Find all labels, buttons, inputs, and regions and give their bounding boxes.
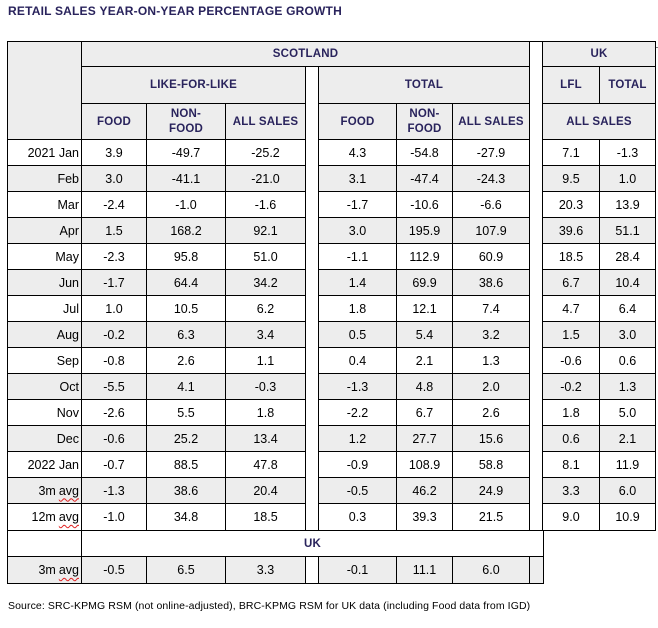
cell-total-allsales: 58.8 (453, 452, 530, 478)
cell-total-allsales: 6.0 (453, 557, 530, 583)
cell-uk-total: 28.4 (600, 244, 655, 270)
cell-uk-lfl: 8.1 (543, 452, 600, 478)
spacer-cell (306, 104, 319, 140)
uk-header: UK (543, 42, 655, 67)
title-bold: YEAR-ON-YEAR (99, 4, 195, 18)
uk-3m-table (7, 531, 544, 584)
cell-total-nonfood: 46.2 (397, 478, 453, 504)
cell-lfl-nonfood: 88.5 (147, 452, 226, 478)
cell-total-allsales: -27.9 (453, 140, 530, 166)
table-row (8, 218, 655, 244)
cell-lfl-allsales: 13.4 (226, 426, 306, 452)
cell-total-food: -2.2 (319, 400, 397, 426)
row-label-text: Aug (56, 327, 79, 342)
uk-allsales-header: ALL SALES (543, 104, 655, 140)
row-label-text: Jun (58, 275, 79, 290)
cell-lfl-nonfood: 34.8 (147, 504, 226, 530)
table-row (8, 192, 655, 218)
cell-total-allsales: 24.9 (453, 478, 530, 504)
row-label-text: 3m (38, 483, 56, 498)
header-row-measures (8, 67, 655, 104)
cell-total-nonfood: 5.4 (397, 322, 453, 348)
row-label (8, 166, 82, 192)
spacer-cell (530, 478, 543, 504)
cell-total-food: 3.0 (319, 218, 397, 244)
cell-lfl-allsales: 47.8 (226, 452, 306, 478)
cell-total-allsales: -6.6 (453, 192, 530, 218)
cell-lfl-allsales: -25.2 (226, 140, 306, 166)
spacer-cell (306, 478, 319, 504)
spacer-cell-shaded (530, 557, 543, 583)
cell-total-food: -1.7 (319, 192, 397, 218)
cell-total-nonfood: 39.3 (397, 504, 453, 530)
spacer-cell (530, 218, 543, 244)
cell-total-food: -0.1 (319, 557, 397, 583)
cell-total-food: 0.3 (319, 504, 397, 530)
cell-lfl-nonfood: 5.5 (147, 400, 226, 426)
table-body (8, 140, 655, 530)
row-label (8, 270, 82, 296)
table-row (8, 504, 655, 530)
corner-cell (8, 104, 82, 140)
retail-sales-table (7, 41, 656, 531)
cell-uk-total: -1.3 (600, 140, 655, 166)
table-row (8, 270, 655, 296)
corner-cell (8, 67, 82, 104)
cell-uk-lfl: 9.5 (543, 166, 600, 192)
cell-lfl-food: 3.0 (82, 166, 147, 192)
cell-uk-lfl: 0.6 (543, 426, 600, 452)
cell-lfl-nonfood: 4.1 (147, 374, 226, 400)
total-header: TOTAL (319, 67, 530, 104)
row-label-misspelled: avg (58, 510, 79, 524)
spacer-cell (530, 104, 543, 140)
cell-uk-total: 6.4 (600, 296, 655, 322)
cell-total-allsales: 15.6 (453, 426, 530, 452)
lfl-allsales-header: ALL SALES (226, 104, 306, 140)
cell-total-allsales: 3.2 (453, 322, 530, 348)
spacer-cell (306, 348, 319, 374)
cell-lfl-food: 1.0 (82, 296, 147, 322)
spacer-cell (530, 348, 543, 374)
cell-lfl-nonfood: 25.2 (147, 426, 226, 452)
table-row (8, 140, 655, 166)
cell-total-allsales: 107.9 (453, 218, 530, 244)
spacer-cell (306, 192, 319, 218)
cell-lfl-allsales: 51.0 (226, 244, 306, 270)
cell-total-food: 1.4 (319, 270, 397, 296)
cell-uk-total: 10.9 (600, 504, 655, 530)
row-label-text: Apr (59, 223, 79, 238)
cell-total-allsales: 7.4 (453, 296, 530, 322)
row-label (8, 296, 82, 322)
cell-lfl-food: -2.4 (82, 192, 147, 218)
cell-lfl-food: -2.3 (82, 244, 147, 270)
page-title (8, 4, 342, 18)
table-row (8, 452, 655, 478)
cell-lfl-nonfood: -41.1 (147, 166, 226, 192)
cell-lfl-allsales: 3.4 (226, 322, 306, 348)
cell-total-food: -0.5 (319, 478, 397, 504)
spacer-cell (306, 166, 319, 192)
row-label (8, 348, 82, 374)
cell-lfl-allsales: 92.1 (226, 218, 306, 244)
total-nonfood-label: NON-FOOD (407, 108, 442, 135)
cell-total-nonfood: 112.9 (397, 244, 453, 270)
spacer-cell (530, 426, 543, 452)
row-label (8, 322, 82, 348)
lfl-nonfood-header (147, 104, 226, 140)
lfl-food-header: FOOD (82, 104, 147, 140)
header-row-regions (8, 42, 655, 67)
source-note: Source: SRC-KPMG RSM (not online-adjusted), BRC-KPMG RSM for UK data (including Food data from IGD) (8, 600, 531, 612)
cell-total-food: 1.8 (319, 296, 397, 322)
cell-total-food: -0.9 (319, 452, 397, 478)
row-label-text: 3m (38, 563, 56, 577)
cell-total-nonfood: -54.8 (397, 140, 453, 166)
spacer-cell (306, 67, 319, 104)
spacer-cell (306, 296, 319, 322)
cell-total-food: 0.5 (319, 322, 397, 348)
table-row (8, 322, 655, 348)
cell-lfl-nonfood: 6.3 (147, 322, 226, 348)
spacer-cell (530, 400, 543, 426)
cell-lfl-nonfood: 64.4 (147, 270, 226, 296)
row-label-text: Feb (57, 171, 79, 186)
cell-uk-lfl: -0.2 (543, 374, 600, 400)
row-label (8, 374, 82, 400)
cell-total-nonfood: 4.8 (397, 374, 453, 400)
cell-uk-total: 2.1 (600, 426, 655, 452)
cell-lfl-allsales: 1.1 (226, 348, 306, 374)
row-label-text: 12m (31, 510, 56, 524)
total-allsales-header: ALL SALES (453, 104, 530, 140)
cell-total-food: 3.1 (319, 166, 397, 192)
cell-uk-total: 5.0 (600, 400, 655, 426)
table-row (8, 478, 655, 504)
cell-total-nonfood: -10.6 (397, 192, 453, 218)
cell-uk-lfl: 1.5 (543, 322, 600, 348)
spacer-cell (306, 400, 319, 426)
cell-lfl-food: 3.9 (82, 140, 147, 166)
spacer-cell (306, 374, 319, 400)
row-label-text: Jul (63, 301, 79, 316)
row-label-text: 2021 Jan (27, 145, 79, 160)
cell-uk-total: 11.9 (600, 452, 655, 478)
spacer-cell (530, 192, 543, 218)
cell-lfl-food: -0.6 (82, 426, 147, 452)
spacer-cell (530, 140, 543, 166)
row-label-text: Nov (56, 405, 79, 420)
row-label-text: Oct (59, 379, 79, 394)
cell-total-nonfood: 11.1 (397, 557, 453, 583)
row-label (8, 452, 82, 478)
spacer-cell (306, 557, 319, 583)
cell-uk-total: 10.4 (600, 270, 655, 296)
cell-lfl-food: -1.0 (82, 504, 147, 530)
row-label-text: Mar (57, 197, 79, 212)
table-row (8, 400, 655, 426)
cell-uk-total: 6.0 (600, 478, 655, 504)
corner-cell (8, 42, 82, 67)
cell-uk-lfl: 18.5 (543, 244, 600, 270)
cell-uk-lfl: -0.6 (543, 348, 600, 374)
table-row (8, 166, 655, 192)
row-label-text: 2022 Jan (27, 457, 79, 472)
cell-lfl-allsales: 6.2 (226, 296, 306, 322)
cell-lfl-nonfood: -1.0 (147, 192, 226, 218)
cell-uk-lfl: 20.3 (543, 192, 600, 218)
cell-total-nonfood: 6.7 (397, 400, 453, 426)
spacer-cell (306, 452, 319, 478)
cell-uk-lfl: 4.7 (543, 296, 600, 322)
table-row (8, 244, 655, 270)
row-label-text: Dec (56, 431, 79, 446)
cell-lfl-food: -0.2 (82, 322, 147, 348)
spacer-cell (530, 452, 543, 478)
cell-total-nonfood: 27.7 (397, 426, 453, 452)
cell-uk-lfl: 9.0 (543, 504, 600, 530)
total-food-header: FOOD (319, 104, 397, 140)
lfl-nonfood-label: NON-FOOD (168, 108, 204, 135)
cell-lfl-nonfood: 168.2 (147, 218, 226, 244)
like-for-like-header: LIKE-FOR-LIKE (82, 67, 306, 104)
cell-lfl-nonfood: 10.5 (147, 296, 226, 322)
cell-total-allsales: 1.3 (453, 348, 530, 374)
cell-total-food: -1.1 (319, 244, 397, 270)
cell-total-nonfood: 108.9 (397, 452, 453, 478)
spacer-cell (306, 426, 319, 452)
cell-total-nonfood: 2.1 (397, 348, 453, 374)
table-row (8, 426, 655, 452)
cell-uk-total: 1.0 (600, 166, 655, 192)
row-label (8, 140, 82, 166)
cell-total-nonfood: 69.9 (397, 270, 453, 296)
uk-section-header-row (8, 531, 543, 557)
cell-lfl-allsales: -21.0 (226, 166, 306, 192)
uk-section-corner-cell (8, 531, 82, 557)
spacer-cell (530, 322, 543, 348)
cell-lfl-nonfood: 2.6 (147, 348, 226, 374)
spacer-cell (530, 67, 543, 104)
uk-total-header: TOTAL (600, 67, 655, 104)
cell-uk-lfl: 3.3 (543, 478, 600, 504)
row-label (8, 557, 82, 583)
spacer-cell (530, 42, 543, 67)
title-suffix: PERCENTAGE GROWTH (194, 4, 342, 18)
cell-total-food: 0.4 (319, 348, 397, 374)
cell-lfl-allsales: 34.2 (226, 270, 306, 296)
cell-uk-total: 0.6 (600, 348, 655, 374)
cell-uk-lfl: 1.8 (543, 400, 600, 426)
cell-lfl-food: -0.7 (82, 452, 147, 478)
cell-total-food: 1.2 (319, 426, 397, 452)
uk-section-header: UK (82, 531, 543, 557)
cell-total-allsales: -24.3 (453, 166, 530, 192)
row-label (8, 504, 82, 530)
cell-uk-lfl: 7.1 (543, 140, 600, 166)
spacer-cell (306, 218, 319, 244)
cell-uk-total: 1.3 (600, 374, 655, 400)
cell-total-nonfood: 195.9 (397, 218, 453, 244)
cell-lfl-food: -0.5 (82, 557, 147, 583)
cell-total-allsales: 38.6 (453, 270, 530, 296)
table-row (8, 296, 655, 322)
row-label (8, 244, 82, 270)
cell-lfl-food: -0.8 (82, 348, 147, 374)
cell-total-allsales: 2.6 (453, 400, 530, 426)
title-prefix: RETAIL SALES (8, 4, 100, 18)
table-row (8, 348, 655, 374)
spacer-cell (306, 322, 319, 348)
row-label (8, 426, 82, 452)
cell-lfl-food: 1.5 (82, 218, 147, 244)
spacer-cell (306, 244, 319, 270)
cell-uk-total: 3.0 (600, 322, 655, 348)
cell-lfl-allsales: 18.5 (226, 504, 306, 530)
spacer-cell (530, 296, 543, 322)
spacer-cell (306, 504, 319, 530)
cell-total-food: 4.3 (319, 140, 397, 166)
spacer-cell (530, 270, 543, 296)
cell-uk-lfl: 39.6 (543, 218, 600, 244)
scotland-header: SCOTLAND (82, 42, 530, 67)
row-label-text: Sep (56, 353, 79, 368)
spacer-cell (530, 244, 543, 270)
cell-total-nonfood: 12.1 (397, 296, 453, 322)
cell-uk-lfl: 6.7 (543, 270, 600, 296)
cell-lfl-nonfood: -49.7 (147, 140, 226, 166)
cell-lfl-food: -1.3 (82, 478, 147, 504)
row-label-misspelled: avg (58, 483, 79, 498)
spacer-cell (530, 374, 543, 400)
uk-3m-avg-row (8, 557, 543, 583)
cell-lfl-allsales: 20.4 (226, 478, 306, 504)
cell-uk-total: 51.1 (600, 218, 655, 244)
cell-lfl-allsales: -0.3 (226, 374, 306, 400)
table-row (8, 374, 655, 400)
cell-lfl-food: -2.6 (82, 400, 147, 426)
row-label-text: May (55, 249, 79, 264)
row-label (8, 400, 82, 426)
spacer-cell (306, 140, 319, 166)
cell-total-nonfood: -47.4 (397, 166, 453, 192)
cell-lfl-nonfood: 95.8 (147, 244, 226, 270)
cell-total-food: -1.3 (319, 374, 397, 400)
cell-uk-total: 13.9 (600, 192, 655, 218)
spacer-cell (306, 270, 319, 296)
row-label (8, 192, 82, 218)
row-label-misspelled: avg (58, 563, 79, 577)
row-label (8, 218, 82, 244)
cell-lfl-allsales: 3.3 (226, 557, 306, 583)
uk-lfl-header: LFL (543, 67, 600, 104)
cell-lfl-nonfood: 38.6 (147, 478, 226, 504)
cell-total-allsales: 60.9 (453, 244, 530, 270)
spacer-cell (530, 504, 543, 530)
spacer-cell (530, 166, 543, 192)
cell-lfl-allsales: -1.6 (226, 192, 306, 218)
cell-total-allsales: 2.0 (453, 374, 530, 400)
header-row-categories (8, 104, 655, 140)
row-label (8, 478, 82, 504)
cell-lfl-nonfood: 6.5 (147, 557, 226, 583)
cell-lfl-food: -5.5 (82, 374, 147, 400)
cell-lfl-food: -1.7 (82, 270, 147, 296)
cell-lfl-allsales: 1.8 (226, 400, 306, 426)
total-nonfood-header (397, 104, 453, 140)
cell-total-allsales: 21.5 (453, 504, 530, 530)
